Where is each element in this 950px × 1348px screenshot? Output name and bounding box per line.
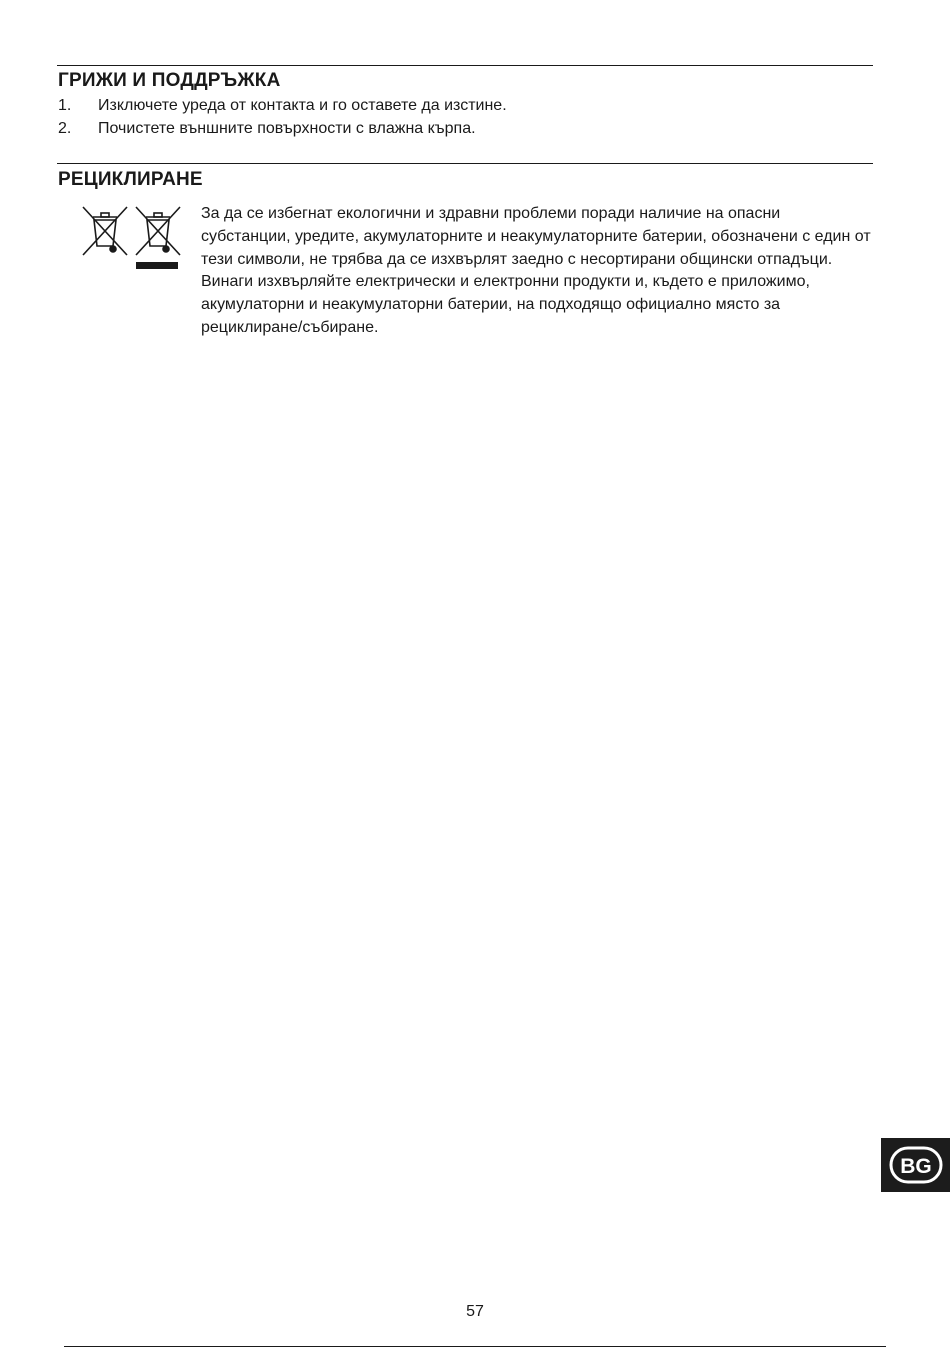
language-code: BG <box>900 1155 932 1178</box>
step-text: Почистете външните повърхности с влажна кърпа. <box>98 120 476 137</box>
crossed-out-wheeled-bin-icon <box>83 207 127 255</box>
step-number: 1. <box>58 97 72 114</box>
recycling-section-top-rule <box>57 163 873 164</box>
step-number: 2. <box>58 120 72 137</box>
language-tab <box>881 1138 950 1192</box>
crossed-out-wheeled-bin-with-bar-icon <box>136 207 180 255</box>
recycling-symbols <box>80 203 184 273</box>
recycling-heading: РЕЦИКЛИРАНЕ <box>58 169 203 190</box>
page-number: 57 <box>466 1303 484 1320</box>
care-heading: ГРИЖИ И ПОДДРЪЖКА <box>58 70 281 91</box>
bin-underline-bar <box>136 262 178 269</box>
recycling-paragraph: За да се избегнат екологични и здравни проблеми поради наличие на опасни субстанции, уредите, акумулаторните и неакумулаторните батерии, обозначени с един от тези символи, не трябва да се изхвърлят заедно с несортирани общински отпадъци. Винаги изхвърляйте електрически и електронни продукти и, където е приложимо, акумулаторни и неакумулаторни батерии, на подходящо официално място за рециклиране/събиране. <box>201 205 871 336</box>
footer-rule <box>64 1346 886 1347</box>
care-section-top-rule <box>57 65 873 66</box>
step-text: Изключете уреда от контакта и го оставете да изстине. <box>98 97 507 114</box>
